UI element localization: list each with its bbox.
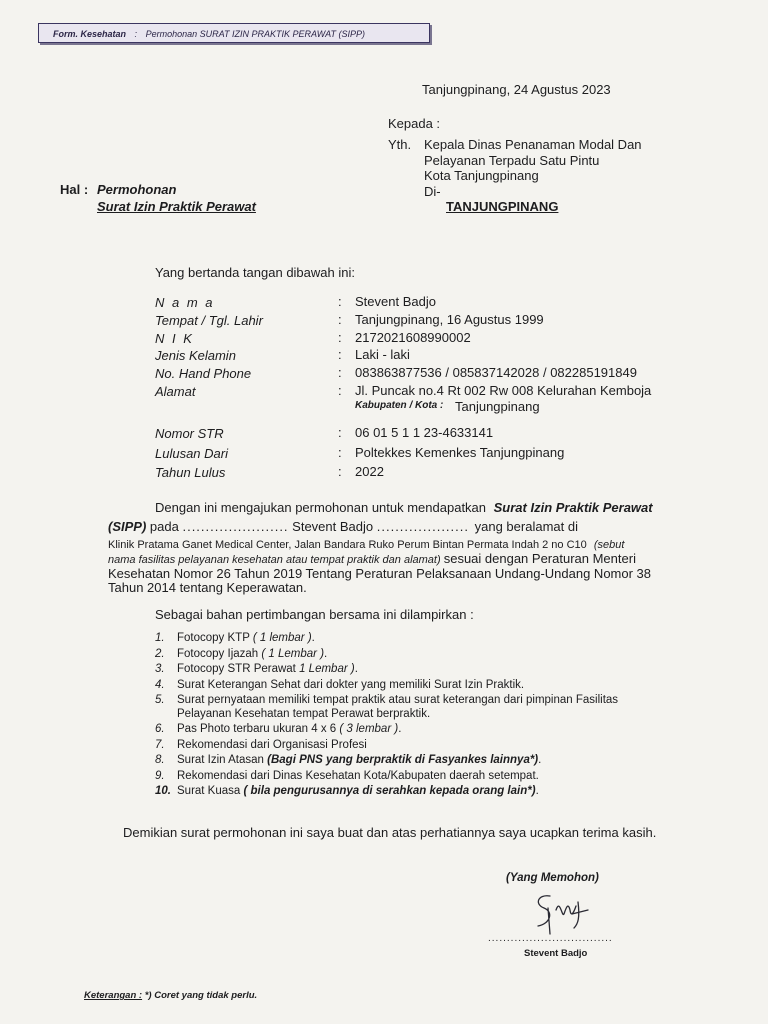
attachment-tail: .: [535, 785, 539, 797]
subject-label: Hal :: [60, 182, 89, 197]
field-row: [155, 365, 715, 383]
body-p1-bold: Surat Izin Praktik Perawat: [493, 500, 653, 515]
field-label: Lulusan Dari: [155, 446, 228, 461]
field-label: Alamat: [155, 384, 196, 399]
body-p2-bold: (SIPP): [108, 519, 147, 534]
body-dots-a: .......................: [182, 519, 289, 534]
field-label: Tahun Lulus: [155, 465, 226, 480]
field-row: [155, 425, 715, 445]
attachment-num: 8.: [155, 754, 165, 766]
recipient-line-3: Kota Tanjungpinang: [424, 168, 539, 183]
attachment-text: Surat Izin Atasan: [177, 754, 264, 766]
attachment-text: Pas Photo terbaru ukuran 4 x 6: [177, 723, 337, 735]
field-value: Jl. Puncak no.4 Rt 002 Rw 008 Kelurahan Kemboja: [355, 383, 652, 398]
body-p1-start: Dengan ini mengajukan permohonan untuk mendapatkan: [155, 500, 487, 515]
field-colon: :: [338, 383, 342, 398]
field-label: Jenis Kelamin: [155, 348, 236, 363]
attachment-num: 9.: [155, 769, 165, 782]
attachment-note: ( 1 Lembar ): [261, 647, 325, 660]
field-value: 06 01 5 1 1 23-4633141: [355, 425, 494, 440]
attachment-text: Fotocopy STR Perawat: [177, 663, 296, 675]
attachment-tail: .: [538, 754, 542, 766]
field-colon: :: [338, 330, 342, 345]
footer-note: [84, 990, 257, 1001]
field-row: [155, 383, 715, 399]
body-line-1: [155, 500, 653, 515]
attachment-num: 3.: [155, 663, 165, 675]
form-prefix: Form. Kesehatan: [53, 29, 127, 39]
attachment-num: 10.: [155, 785, 171, 797]
closing-text: Demikian surat permohonan ini saya buat dan atas perhatiannya saya ucapkan terima kasih.: [123, 825, 657, 840]
field-value: Tanjungpinang, 16 Agustus 1999: [355, 312, 544, 327]
attachment-item: [155, 678, 675, 694]
body-p3-rest: sesuai dengan Peraturan Menteri: [443, 551, 636, 566]
intro-text: Yang bertanda tangan dibawah ini:: [155, 265, 355, 280]
body-p3-note1: (sebut: [593, 539, 625, 551]
body-p5: Tahun 2014 tentang Keperawatan.: [108, 579, 307, 595]
attachment-note: ( 1 lembar ): [252, 632, 312, 644]
attachment-num: 5.: [155, 694, 165, 706]
field-row: [155, 347, 715, 365]
attachment-item: [155, 722, 675, 738]
field-value: 2172021608990002: [355, 330, 471, 345]
attach-intro: Sebagai bahan pertimbangan bersama ini dilampirkan :: [155, 607, 474, 622]
field-colon: :: [338, 365, 342, 380]
body-p4: Kesehatan Nomor 26 Tahun 2019 Tentang Peraturan Pelaksanaan Undang-Undang Nomor 38: [108, 566, 652, 581]
signature-dots: .................................: [488, 933, 613, 944]
body-line-3: [108, 539, 728, 567]
recipient-line-2: Pelayanan Terpadu Satu Pintu: [424, 152, 600, 168]
body-p3-addr: Klinik Pratama Ganet Medical Center, Jalan Bandara Ruko Perum Bintan Permata Indah 2 no C10: [108, 539, 587, 551]
recipient-kepada: Kepada :: [388, 116, 441, 131]
body-line-2: [108, 519, 728, 534]
signature-role: (Yang Memohon): [506, 872, 599, 884]
kabupaten-value: Tanjungpinang: [455, 399, 540, 414]
field-colon: :: [338, 425, 342, 440]
field-label: Nomor STR: [155, 426, 224, 441]
recipient-city: TANJUNGPINANG: [446, 199, 559, 214]
attachment-text: Rekomendasi dari Dinas Kesehatan Kota/Kabupaten daerah setempat.: [177, 769, 539, 782]
field-row: [155, 464, 715, 482]
recipient-line-4: Di-: [424, 183, 441, 199]
attachment-num: 4.: [155, 678, 165, 691]
attachment-item: [155, 662, 675, 678]
signature-name: Stevent Badjo: [524, 948, 588, 959]
field-row: [155, 312, 715, 330]
subject-line-2: Surat Izin Praktik Perawat: [97, 199, 256, 214]
attachment-item: [155, 631, 675, 647]
attachment-text: Surat Kuasa: [177, 785, 241, 797]
field-colon: :: [338, 312, 342, 327]
attachment-num: 6.: [155, 723, 165, 735]
field-value: Poltekkes Kemenkes Tanjungpinang: [355, 445, 565, 460]
field-row: [155, 294, 715, 312]
attachment-item: [155, 693, 675, 721]
attachment-tail: .: [354, 663, 358, 675]
form-header-box: [38, 23, 430, 43]
attachment-item: [155, 753, 675, 769]
field-label: N a m a: [155, 295, 215, 310]
recipient-address: [424, 137, 642, 199]
attachment-num: 7.: [155, 738, 165, 751]
field-label: Tempat / Tgl. Lahir: [155, 313, 263, 328]
attachment-item: [155, 784, 675, 800]
body-p2-end: yang beralamat di: [474, 519, 578, 534]
form-title: Permohonan SURAT IZIN PRAKTIK PERAWAT (SIPP): [145, 29, 365, 39]
field-colon: :: [338, 445, 342, 460]
attachment-text: Surat pernyataan memiliki tempat praktik atau surat keterangan dari pimpinan Fasilitas Pelayanan Kesehatan tempat Perawat berpraktik.: [177, 694, 619, 720]
field-value: Stevent Badjo: [355, 294, 436, 309]
attachment-list: [155, 631, 675, 800]
field-colon: :: [338, 464, 342, 479]
field-label: N I K: [155, 331, 194, 346]
body-p2-pada: pada: [149, 519, 179, 534]
attachment-text: Fotocopy KTP: [177, 632, 250, 644]
recipient-yth: Yth.: [388, 137, 412, 152]
attachment-item: [155, 738, 675, 754]
attachment-note: (Bagi PNS yang berpraktik di Fasyankes lainnya*): [267, 754, 539, 766]
recipient-line-1: Kepala Dinas Penanaman Modal Dan: [424, 137, 642, 152]
body-dots-b: ....................: [376, 519, 469, 534]
place-date: Tanjungpinang, 24 Agustus 2023: [422, 82, 611, 97]
subject-line-1: Permohonan: [97, 182, 177, 197]
footer-label: Keterangan :: [84, 990, 143, 1001]
field-row: [155, 445, 715, 464]
field-value: 083863877536 / 085837142028 / 082285191849: [355, 365, 637, 380]
attachment-note: ( 3 lembar ): [339, 723, 399, 735]
attachment-text: Rekomendasi dari Organisasi Profesi: [177, 738, 367, 751]
attachment-tail: .: [311, 632, 315, 644]
form-separator: :: [134, 29, 138, 39]
footer-text: *) Coret yang tidak perlu.: [144, 990, 258, 1001]
handwritten-signature: [528, 888, 598, 938]
attachment-text: Fotocopy Ijazah: [177, 647, 259, 660]
body-line-4: [108, 567, 651, 594]
kabupaten-row: [155, 399, 715, 425]
field-colon: :: [338, 347, 342, 362]
body-p2-name: Stevent Badjo: [292, 519, 374, 534]
attachment-item: [155, 647, 675, 663]
kabupaten-label: Kabupaten / Kota :: [355, 400, 444, 411]
field-row: [155, 330, 715, 347]
field-value: 2022: [355, 464, 384, 479]
attachment-text: Surat Keterangan Sehat dari dokter yang memiliki Surat Izin Praktik.: [177, 678, 525, 691]
attachment-num: 2.: [155, 647, 165, 660]
applicant-fields: [155, 294, 715, 482]
body-p3-note2: nama fasilitas pelayanan kesehatan atau tempat praktik dan alamat): [108, 554, 441, 566]
field-value: Laki - laki: [355, 347, 410, 362]
attachment-note: 1 Lembar ): [299, 663, 355, 675]
attachment-tail: .: [324, 647, 328, 660]
field-colon: :: [338, 294, 342, 309]
attachment-note: ( bila pengurusannya di serahkan kepada orang lain*): [243, 785, 536, 797]
attachment-tail: .: [398, 723, 402, 735]
field-label: No. Hand Phone: [155, 366, 252, 381]
attachment-num: 1.: [155, 632, 165, 644]
attachment-item: [155, 769, 675, 785]
